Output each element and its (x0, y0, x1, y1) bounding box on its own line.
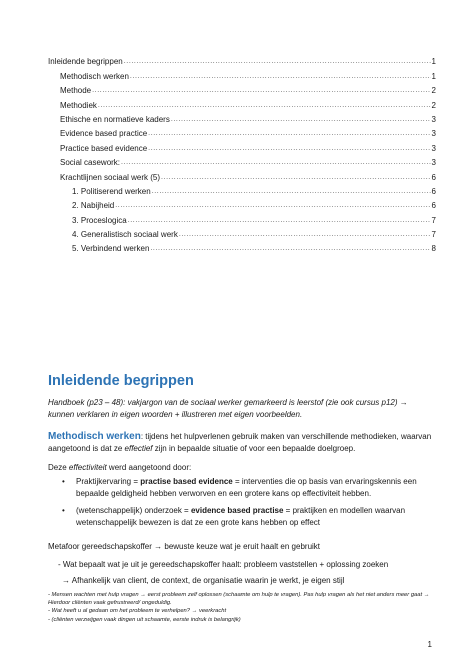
toc-leader-dots (128, 216, 431, 225)
toc-entry-page: 7 (431, 215, 436, 225)
toc-entry-title: 4. Generalistisch sociaal werk (72, 230, 178, 240)
eff-pre: Deze (48, 463, 69, 472)
note-text: - Wat heeft u al gedaan om het probleem te verhelpen? (48, 608, 192, 615)
note-line (48, 616, 434, 624)
arrow-right-icon: → (399, 398, 408, 407)
toc-entry-page: 3 (431, 114, 436, 124)
eff-post: werd aangetoond door: (106, 463, 192, 472)
toc-entry[interactable] (48, 167, 436, 181)
toc-entry-page: 7 (431, 230, 436, 240)
toc-entry[interactable] (48, 66, 436, 80)
toc-leader-dots (150, 244, 430, 253)
toc-entry-title: Methode (60, 86, 92, 96)
metafoor-pre: Metafoor gereedschapskoffer (48, 542, 155, 551)
methodisch-italic: effectief (124, 443, 153, 453)
methodisch-werken-paragraph (48, 431, 434, 454)
toc-entry-title: Inleidende begrippen (48, 57, 123, 67)
toc-entry-page: 8 (431, 244, 436, 254)
toc-entry-title: Social casework: (60, 158, 121, 168)
intro-paragraph (48, 397, 434, 420)
toc-entry[interactable] (48, 81, 436, 95)
intro-text-1: Handboek (p23 – 48): vakjargon van de sociaal werker gemarkeerd is leerstof (zie ook cursus p12) (48, 398, 400, 407)
note-text: - Mensen wachten met hulp vragen (48, 592, 141, 598)
toc-entry-title: Methodisch werken (60, 71, 129, 81)
bullet-pre: Praktijkervaring = (76, 477, 141, 486)
toc-entry-page: 6 (431, 186, 436, 196)
bullet-post: = interventies die op basis van ervaringskennis een bepaalde geldigheid hebben verworven en een grotere kans op effectiviteit hebben. (76, 477, 417, 498)
toc-entry-title: 2. Nabijheid (72, 201, 115, 211)
toc-leader-dots (115, 201, 430, 210)
toc-entry-title: Krachtlijnen sociaal werk (5) (60, 172, 161, 182)
toc-entry[interactable] (48, 225, 436, 239)
toc-entry[interactable] (48, 138, 436, 152)
toc-entry[interactable] (48, 110, 436, 124)
toc-leader-dots (124, 57, 431, 66)
toc-entry-page: 6 (431, 201, 436, 211)
note-text: eerst probleem zelf oplossen (schaamte om hulp te vragen). Pas hulp vragen als het niet anders meer gaat (145, 592, 424, 598)
toc-entry-page: 2 (431, 100, 436, 110)
sub-point: - Wat bepaalt wat je uit je gereedschapskoffer haalt: probleem vaststellen + oplossing zoeken (58, 560, 389, 569)
bullet-icon: • (62, 477, 65, 486)
table-of-contents (48, 52, 436, 253)
toc-leader-dots (179, 230, 431, 239)
footnotes (48, 591, 434, 624)
toc-entry-page: 3 (431, 143, 436, 153)
metafoor-post: bewuste keuze wat je eruit haalt en gebruikt (162, 542, 321, 551)
note-line (48, 591, 434, 607)
bullet-pre: (wetenschappelijk) onderzoek = (76, 506, 191, 515)
toc-entry-page: 2 (431, 86, 436, 96)
toc-leader-dots (98, 101, 431, 110)
toc-leader-dots (121, 158, 431, 167)
toc-entry[interactable] (48, 239, 436, 253)
sub-point-arrow (62, 575, 442, 587)
sub-point-text: Afhankelijk van client, de context, de organisatie waarin je werkt, je eigen stijl (70, 576, 345, 585)
note-line (48, 607, 434, 615)
intro-text-2: kunnen verklaren in eigen woorden + illustreren met eigen voorbeelden. (48, 409, 303, 419)
toc-entry-title: Ethische en normatieve kaders (60, 114, 170, 124)
subheading-methodisch-werken: Methodisch werken (48, 431, 141, 442)
arrow-right-icon: → (62, 576, 70, 585)
toc-entry-title: Practice based evidence (60, 143, 148, 153)
toc-entry-page: 6 (431, 172, 436, 182)
arrow-right-icon: → (423, 592, 430, 598)
bullet-bold: practise based evidence (140, 477, 233, 486)
toc-entry[interactable] (48, 52, 436, 66)
toc-entry-title: 5. Verbindend werken (72, 244, 150, 254)
toc-entry-title: 1. Politiserend werken (72, 186, 151, 196)
page-number: 1 (427, 640, 432, 649)
toc-entry[interactable] (48, 196, 436, 210)
toc-leader-dots (161, 173, 431, 182)
toc-leader-dots (148, 144, 430, 153)
bullet-item (48, 505, 434, 528)
toc-leader-dots (152, 187, 431, 196)
toc-entry-page: 3 (431, 129, 436, 139)
eff-italic: effectiviteit (68, 463, 107, 472)
section-heading: Inleidende begrippen (48, 373, 194, 389)
toc-entry-title: Methodiek (60, 100, 97, 110)
bullet-icon: • (62, 506, 65, 515)
toc-leader-dots (130, 72, 431, 81)
toc-entry[interactable] (48, 210, 436, 224)
toc-entry-page: 1 (431, 71, 436, 81)
bullet-post: = praktijken en modellen waarvan wetenschappelijk bewezen is dat ze een grote kans hebben op effect (76, 506, 406, 527)
toc-entry[interactable] (48, 124, 436, 138)
toc-entry-page: 3 (431, 158, 436, 168)
toc-leader-dots (148, 129, 430, 138)
toc-entry-title: Evidence based practice (60, 129, 148, 139)
toc-leader-dots (92, 86, 430, 95)
toc-entry[interactable] (48, 182, 436, 196)
bullet-bold: evidence based practise (190, 506, 284, 515)
toc-entry-title: 3. Proceslogica (72, 215, 127, 225)
methodisch-text-2: zijn in bepaalde situatie of voor een bepaalde doelgroep. (152, 443, 356, 453)
bullet-item (48, 476, 434, 499)
note-text: - (cliënten verzwijgen vaak dingen uit schaamte, eerste indruk is belangrijk) (48, 616, 241, 623)
effectiviteit-line (48, 462, 434, 474)
note-text: Hierdoor cliënten vaak gefrustreerd/ ongeduldig. (48, 600, 172, 607)
arrow-right-icon: → (140, 592, 146, 598)
methodisch-text: : tijdens het hulpverlenen gebruik maken van verschillende methodieken, waarvan aangetoond is dat ze (48, 432, 432, 453)
toc-entry[interactable] (48, 153, 436, 167)
metafoor-line (48, 541, 434, 553)
arrow-right-icon: → (191, 608, 198, 615)
note-text: veerkracht (197, 608, 227, 615)
arrow-right-icon: → (154, 542, 163, 551)
toc-entry[interactable] (48, 95, 436, 109)
toc-leader-dots (171, 115, 431, 124)
toc-entry-page: 1 (431, 57, 436, 67)
